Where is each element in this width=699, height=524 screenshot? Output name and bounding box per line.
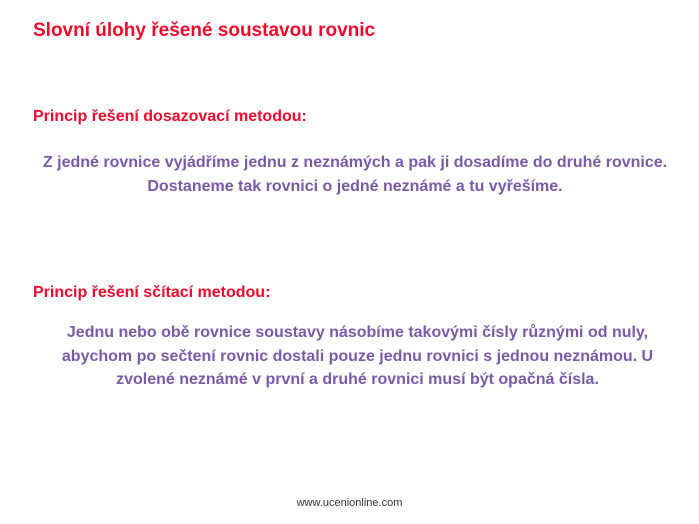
page-title: Slovní úlohy řešené soustavou rovnic (33, 20, 376, 41)
footer-url: www.ucenionline.com (296, 497, 403, 509)
addition-method-text: Jednu nebo obě rovnice soustavy násobíme takovými čísly různými od nuly, abychom po sečtení rovnic dostali pouze jednu rovnici s jednou neznámou. U zvolené neznámé v první a druhé rovnici musí být opačná čísla. (61, 324, 654, 388)
substitution-method-heading: Princip řešení dosazovací metodou: (33, 108, 307, 125)
substitution-method-text: Z jedné rovnice vyjádříme jednu z neznámých a pak ji dosadíme do druhé rovnice. Dostaneme tak rovnici o jedné neznámé a tu vyřešíme. (42, 154, 668, 195)
addition-method-heading: Princip řešení sčítací metodou: (33, 284, 271, 301)
